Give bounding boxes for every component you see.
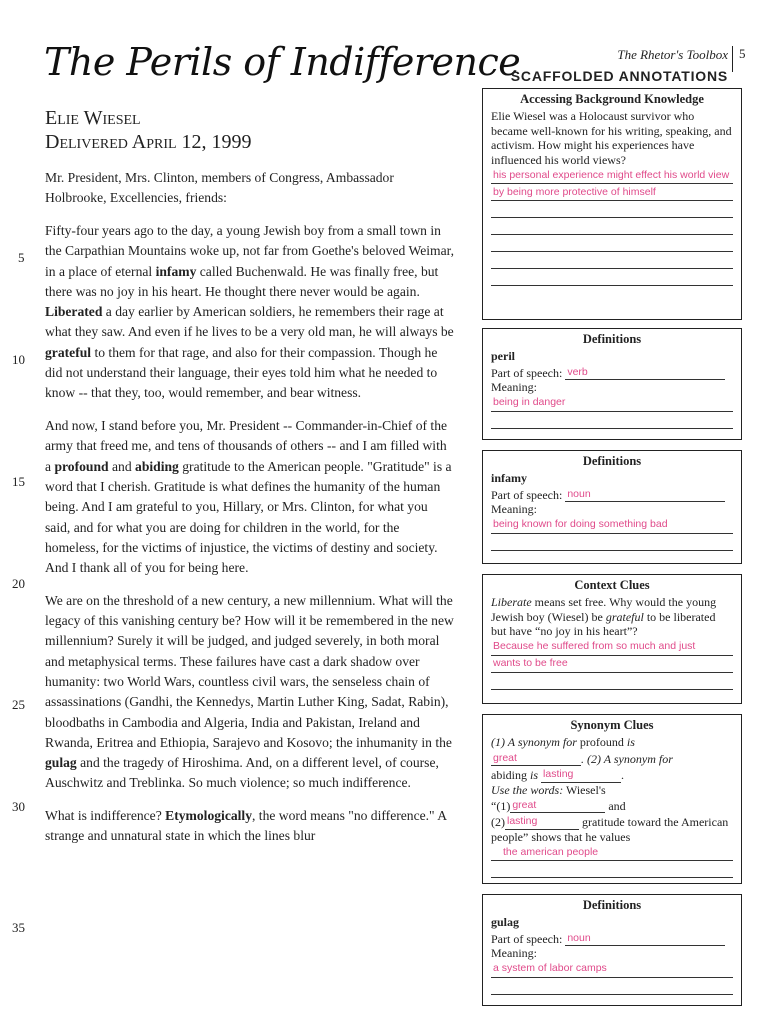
synonym-q2: abiding is lasting . [491,768,625,783]
prompt-text: is [623,735,635,750]
handwritten-answer: great [493,751,517,764]
speech-paragraph [45,168,455,209]
vocab-word: abiding [135,458,179,474]
vocab-word: gulag [45,755,77,771]
page-number: 5 [732,46,746,72]
box-heading: Synonym Clues [570,718,654,732]
answer-line[interactable] [491,639,733,656]
box-heading: Accessing Background Knowledge [520,92,704,106]
line-number: 5 [18,250,25,265]
speech-text [45,168,455,859]
handwritten-answer: his personal experience might effect his world view [493,168,730,181]
vocab-word: infamy [155,263,197,279]
handwritten-answer: a system of labor camps [493,962,607,975]
speech-paragraph [45,591,455,794]
author-block [45,106,252,154]
answer-line[interactable] [491,167,733,184]
answer-line[interactable] [491,184,733,201]
line-number: 30 [12,799,25,814]
prompt-text: gratitude toward the American people” shows that he values [491,815,729,844]
handwritten-answer: great [512,799,537,812]
definition-box-gulag [482,894,742,1006]
prompt-text: means set free. Why would the young Jewish boy (Wiesel) be [491,595,717,624]
speech-text-run: , the word means "no difference." A strange and unnatural state in which the lines blur [45,808,447,844]
pos-row [491,930,733,946]
prompt-text: Wiesel's [563,782,606,797]
handwritten-answer: noun [567,931,591,944]
prompt-text: is [527,768,542,783]
answer-line[interactable] [491,978,733,995]
pos-field[interactable] [565,364,725,380]
synonym-field[interactable] [505,813,579,829]
term: gulag [491,915,520,930]
prompt-text: to be liberated but have “no joy in his heart”? [491,609,716,639]
speech-text-run: called Buchenwald. He was finally free, but there was no joy in his heart. He thought there never would be again. [45,263,439,299]
line-number: 20 [12,576,25,591]
definition-box-infamy [482,450,742,564]
answer-line[interactable] [491,252,733,269]
answer-line[interactable] [491,412,733,429]
speech-text-run: Fifty-four years ago to the day, a young Jewish boy from a small town in the Carpathian Mountains woke up, not far from Goethe's beloved Weimar, in a place of eternal [45,222,455,279]
pos-label: Part of speech: [491,365,563,380]
prompt-text: (2) [491,815,505,830]
handwritten-answer: being known for doing something bad [493,518,668,531]
vocab-word: grateful [45,344,92,360]
answer-line[interactable] [491,201,733,218]
speech-text-run: gratitude to the American people. "Gratitude" is a word that I cherish. Gratitude is what defines the humanity of the human being. And I am grateful to you, Hillary, or Mrs. Clinton, for what you said, and for what you are doing for children in the world, for the homeless, for the victims of injustice, the victims of destiny and society. And I thank all of you for being here. [45,458,452,576]
pos-row [491,486,733,502]
speech-text-run: and [108,458,136,474]
author-name: Elie Wiesel [45,107,141,129]
prompt-text: Use the words: [491,782,564,797]
speech-text-run: What is indifference? [45,808,166,824]
meaning-label: Meaning: [491,380,537,395]
meaning-label: Meaning: [491,946,537,961]
background-knowledge-box [482,88,742,320]
answer-line[interactable] [491,534,733,551]
line-number: 15 [12,474,25,489]
answer-line[interactable] [491,961,733,978]
speech-paragraph [45,221,455,404]
prompt-text: (1) A synonym for [491,735,580,750]
vocab-word: Etymologically [165,808,252,824]
synonym-clues-box [482,714,742,884]
box-heading: Context Clues [574,578,650,592]
answer-line[interactable] [491,517,733,534]
pos-label: Part of speech: [491,931,563,946]
delivery-date: Delivered April 12, 1999 [45,131,252,153]
pos-row [491,364,733,380]
term: peril [491,349,515,364]
speech-text-run: a day earlier by American soldiers, he remembers their rage at what they saw. And even if he lives to be a very old man, he will always be [45,304,454,340]
box-prompt: Elie Wiesel was a Holocaust survivor who became well-known for his writing, speaking, and activism. How might his experiences have influenced his world views? [491,109,732,167]
speech-text-run: to them for that rage, and also for their compassion. Though he did not understand their language, their eyes told him what he needed to know -- that they, too, would remember, and bear witness. [45,344,438,401]
handwritten-answer: by being more protective of himself [493,185,656,198]
pos-label: Part of speech: [491,487,563,502]
pos-field[interactable] [565,486,725,502]
vocab-word: profound [54,458,109,474]
toolbox-label: The Rhetor's Toolbox [617,47,728,62]
box-heading: Definitions [582,898,642,912]
synonym-q1 [491,735,733,749]
box-prompt [491,595,733,638]
answer-line[interactable] [491,861,733,878]
speech-text-run: and the tragedy of Hiroshima. And, on a different level, of course, Auschwitz and Treblinka. So much violence; so much indifference. [45,755,439,791]
speech-paragraph [45,416,455,578]
speech-text-run: Mr. President, Mrs. Clinton, members of Congress, Ambassador Holbrooke, Excellencies, friends: [45,170,394,206]
header-toolbox [480,46,728,64]
handwritten-answer: the american people [503,845,599,858]
answer-line[interactable] [491,656,733,673]
handwritten-answer: noun [567,487,591,500]
prompt-text: . (2) A synonym for [581,751,673,766]
line-number: 35 [12,920,25,935]
handwritten-answer: being in danger [493,396,566,409]
italic-word: Liberate [491,595,532,610]
answer-line[interactable] [491,235,733,252]
quote-row-2 [491,813,733,844]
box-heading: Definitions [582,332,642,346]
prompt-word: abiding [491,768,527,783]
answer-line[interactable] [491,395,733,412]
speech-text-run: We are on the threshold of a new century, a new millennium. What will the legacy of this vanishing century be? How will it be remembered in the new millennium? Surely it will be judged, and judged severely, in both moral and metaphysical terms. These failures have cast a dark shadow over humanity: two World Wars, countless civil wars, the senseless chain of assassinations (Gandhi, the Kennedys, Martin Luther King, Sadat, Rabin), bloodbaths in Cambodia and Algeria, India and Pakistan, Ireland and Rwanda, Eritrea and Ethiopia, Sarajevo and Kosovo; the inhumanity in the [45,592,454,750]
handwritten-answer: lasting [507,815,538,828]
vocab-word: Liberated [45,304,103,320]
answer-line[interactable] [491,218,733,235]
italic-word: grateful [605,609,644,624]
line-number: 10 [12,352,25,367]
prompt-text: and [605,799,626,814]
synonym-field[interactable] [510,797,605,813]
handwritten-answer: Because he suffered from so much and just [493,640,696,653]
synonym-q1-answer [491,750,733,766]
document-title: The Perils of Indifference [44,40,521,84]
handwritten-answer: lasting [543,768,574,781]
prompt-word: profound [579,735,624,750]
synonym-field[interactable] [491,750,581,766]
answer-line[interactable] [491,844,733,861]
answer-line[interactable] [491,673,733,690]
context-clues-box [482,574,742,704]
line-number: 25 [12,697,25,712]
prompt-text: “(1) [491,799,511,814]
definition-box-peril [482,328,742,440]
annotations-heading: SCAFFOLDED ANNOTATIONS [510,68,728,84]
answer-line[interactable] [491,269,733,286]
speech-text-run: And now, I stand before you, Mr. President -- Commander-in-Chief of the army that freed me, and tens of thousands of others -- and I am filled with a [45,418,448,474]
quote-row-1 [491,797,733,813]
speech-paragraph [45,806,455,847]
handwritten-answer: wants to be free [493,657,568,670]
meaning-label: Meaning: [491,502,537,517]
box-heading: Definitions [582,454,642,468]
pos-field[interactable] [565,930,725,946]
synonym-field[interactable] [541,766,621,782]
handwritten-answer: verb [567,365,588,378]
use-words-row [491,783,733,797]
term: infamy [491,471,527,486]
